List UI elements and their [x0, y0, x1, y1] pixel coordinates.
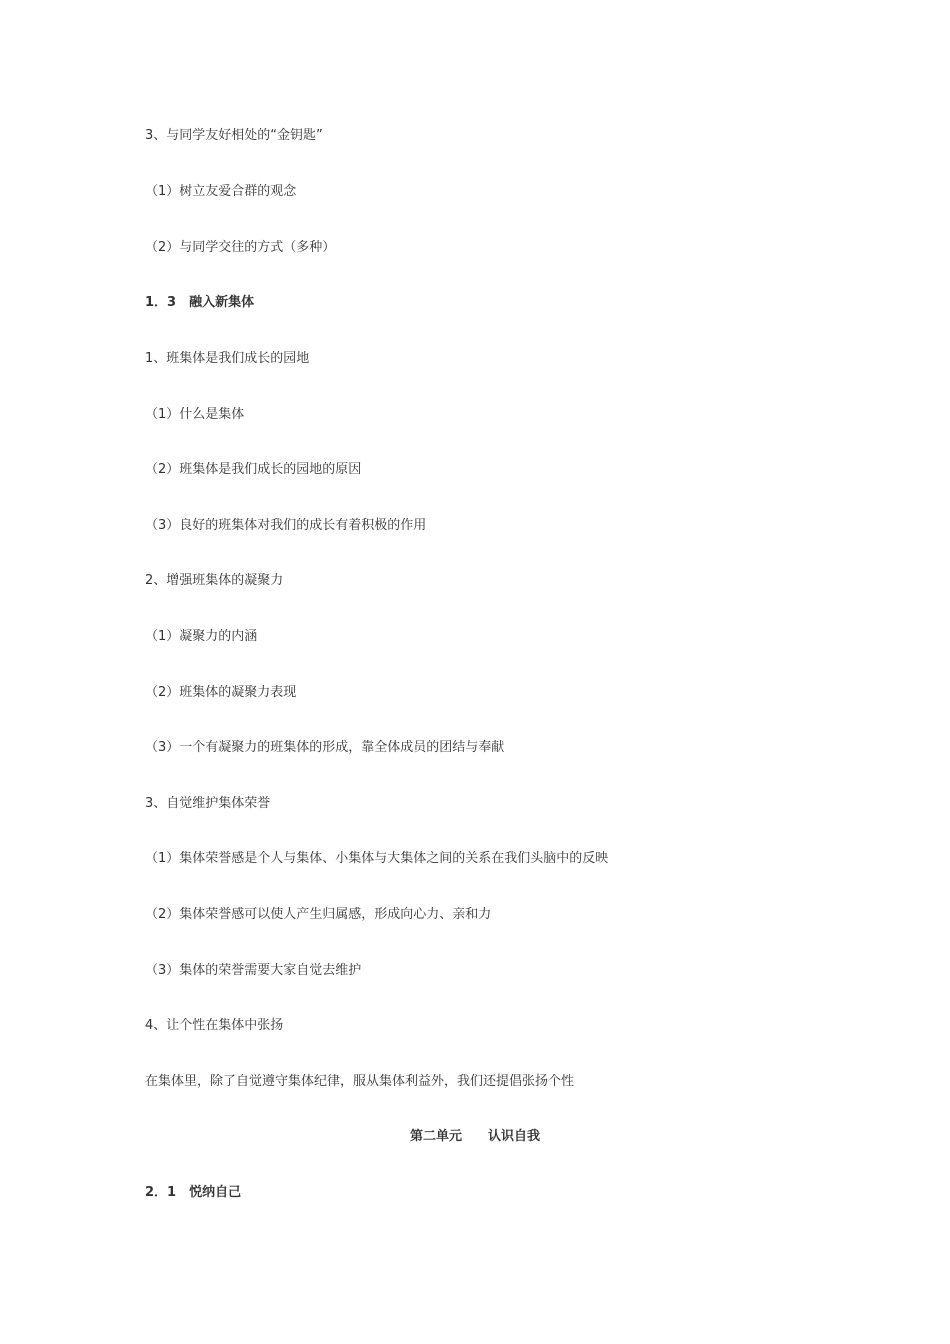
list-item: （2）集体荣誉感可以使人产生归属感，形成向心力、亲和力: [145, 907, 492, 922]
list-item: （1）树立友爱合群的观念: [145, 184, 297, 199]
list-item: （2）与同学交往的方式（多种）: [145, 240, 336, 255]
paragraph: 在集体里，除了自觉遵守集体纪律，服从集体利益外，我们还提倡张扬个性: [145, 1074, 575, 1089]
list-item: （2）班集体的凝聚力表现: [145, 685, 297, 700]
list-item-heading: 3、与同学友好相处的“金钥匙”: [145, 128, 323, 143]
list-item: （1）凝聚力的内涵: [145, 629, 258, 644]
list-item: （2）班集体是我们成长的园地的原因: [145, 462, 362, 477]
list-item: （1）集体荣誉感是个人与集体、小集体与大集体之间的关系在我们头脑中的反映: [145, 851, 609, 866]
unit-title: 第二单元 认识自我: [409, 1129, 540, 1144]
list-item-heading: 3、自觉维护集体荣誉: [145, 796, 271, 811]
list-item-heading: 2、增强班集体的凝聚力: [145, 573, 284, 588]
list-item-heading: 4、让个性在集体中张扬: [145, 1018, 284, 1033]
section-heading: 1．3 融入新集体: [145, 295, 255, 310]
section-heading: 2．1 悦纳自己: [145, 1185, 242, 1200]
list-item: （3）集体的荣誉需要大家自觉去维护: [145, 963, 362, 978]
list-item: （3）一个有凝聚力的班集体的形成，靠全体成员的团结与奉献: [145, 740, 505, 755]
list-item: （1）什么是集体: [145, 407, 245, 422]
list-item-heading: 1、班集体是我们成长的园地: [145, 351, 310, 366]
list-item: （3）良好的班集体对我们的成长有着积极的作用: [145, 518, 427, 533]
